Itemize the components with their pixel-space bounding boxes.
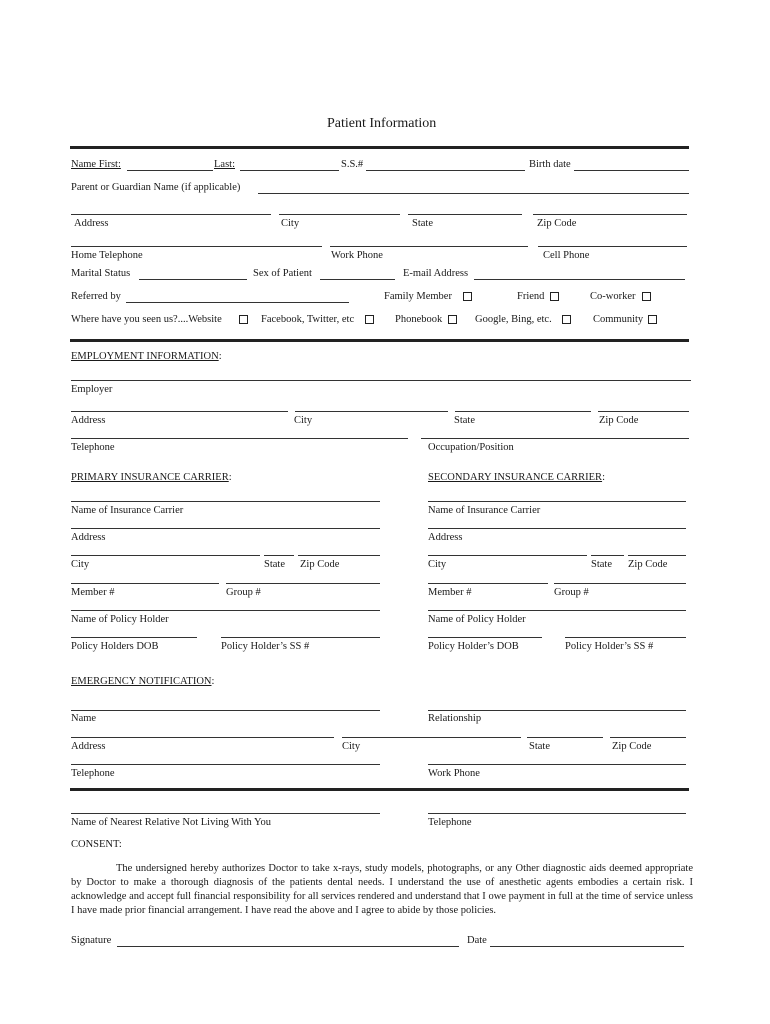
state-label: State (412, 218, 433, 229)
cell-phone-label: Cell Phone (543, 250, 590, 261)
employment-telephone-label: Telephone (71, 442, 115, 453)
consent-text: The undersigned hereby authorizes Doctor to take x-rays, study models, photographs, or any Other diagnostic aids deemed appropriate by Doctor to make a thorough diagnosis of the patients dental needs. I understand the use of anesthetic agents embodies a certain risk. I acknowledge and accept full financial responsibility for all services rendered and understand that I owe payment in full at the time of service unless I have made prior financial arrangement. I have read the above and I agree to abide by those policies. (71, 863, 693, 916)
primary-state-label: State (264, 559, 285, 570)
emergency-telephone-field[interactable] (71, 764, 380, 765)
emergency-address-field[interactable] (71, 737, 334, 738)
secondary-zip-label: Zip Code (628, 559, 668, 570)
home-telephone-label: Home Telephone (71, 250, 143, 261)
secondary-address-label: Address (428, 532, 463, 543)
primary-holder-label: Name of Policy Holder (71, 614, 169, 625)
city-label: City (281, 218, 300, 229)
primary-insurance-heading (71, 472, 232, 484)
occupation-field[interactable] (421, 438, 689, 439)
emergency-zip-label: Zip Code (612, 741, 652, 752)
email-field[interactable] (474, 279, 685, 280)
employment-city-label: City (294, 415, 313, 426)
secondary-state-field[interactable] (591, 555, 624, 556)
primary-carrier-label: Name of Insurance Carrier (71, 505, 184, 516)
emergency-name-field[interactable] (71, 710, 380, 711)
relative-telephone-field[interactable] (428, 813, 686, 814)
zip-field[interactable] (533, 214, 687, 215)
signature-field[interactable] (117, 946, 459, 947)
primary-member-label: Member # (71, 587, 115, 598)
cell-phone-field[interactable] (538, 246, 687, 247)
emergency-telephone-label: Telephone (71, 768, 115, 779)
guardian-label: Parent or Guardian Name (if applicable) (71, 182, 241, 193)
last-name-field[interactable] (240, 170, 339, 171)
colon: : (211, 676, 215, 687)
secondary-group-field[interactable] (554, 583, 686, 584)
employment-address-label: Address (71, 415, 106, 426)
relationship-label: Relationship (428, 713, 482, 724)
referred-by-label: Referred by (71, 291, 121, 302)
date-field[interactable] (490, 946, 684, 947)
colon: : (228, 472, 232, 483)
primary-ss-label: Policy Holder’s SS # (221, 641, 310, 652)
date-label: Date (467, 935, 487, 946)
secondary-city-label: City (428, 559, 447, 570)
emergency-heading (71, 676, 214, 688)
birth-date-field[interactable] (574, 170, 689, 171)
occupation-label: Occupation/Position (428, 442, 514, 453)
work-phone-label: Work Phone (331, 250, 383, 261)
family-member-label: Family Member (384, 291, 452, 302)
primary-group-field[interactable] (226, 583, 380, 584)
emergency-name-label: Name (71, 713, 97, 724)
social-checkbox[interactable] (365, 315, 374, 324)
employment-state-field[interactable] (455, 411, 591, 412)
divider (70, 146, 689, 149)
page-title: Patient Information (327, 116, 437, 131)
primary-holder-field[interactable] (71, 610, 380, 611)
secondary-carrier-field[interactable] (428, 501, 686, 502)
employment-city-field[interactable] (295, 411, 448, 412)
secondary-dob-field[interactable] (428, 637, 542, 638)
emergency-heading-text: EMERGENCY NOTIFICATION (71, 676, 212, 687)
secondary-city-field[interactable] (428, 555, 587, 556)
zip-label: Zip Code (537, 218, 577, 229)
primary-dob-field[interactable] (71, 637, 197, 638)
work-phone-field[interactable] (330, 246, 528, 247)
primary-dob-label: Policy Holders DOB (71, 641, 159, 652)
last-name-label: Last: (214, 159, 235, 170)
emergency-zip-field[interactable] (610, 737, 686, 738)
community-label: Community (593, 314, 644, 325)
community-checkbox[interactable] (648, 315, 657, 324)
emergency-work-phone-label: Work Phone (428, 768, 480, 779)
secondary-state-label: State (591, 559, 612, 570)
google-checkbox[interactable] (562, 315, 571, 324)
primary-address-label: Address (71, 532, 106, 543)
ss-field[interactable] (366, 170, 525, 171)
divider (70, 788, 689, 791)
secondary-member-field[interactable] (428, 583, 548, 584)
emergency-address-label: Address (71, 741, 106, 752)
relative-name-label: Name of Nearest Relative Not Living With You (71, 817, 272, 828)
secondary-holder-label: Name of Policy Holder (428, 614, 526, 625)
employer-label: Employer (71, 384, 113, 395)
sex-label: Sex of Patient (253, 268, 312, 279)
address-field[interactable] (71, 214, 271, 215)
coworker-checkbox[interactable] (642, 292, 651, 301)
guardian-field[interactable] (258, 193, 689, 194)
divider (70, 339, 689, 342)
emergency-city-label: City (342, 741, 361, 752)
phonebook-checkbox[interactable] (448, 315, 457, 324)
home-telephone-field[interactable] (71, 246, 322, 247)
relative-telephone-label: Telephone (428, 817, 472, 828)
family-member-checkbox[interactable] (463, 292, 472, 301)
marital-status-label: Marital Status (71, 268, 131, 279)
primary-member-field[interactable] (71, 583, 219, 584)
employment-zip-field[interactable] (598, 411, 689, 412)
primary-zip-field[interactable] (298, 555, 380, 556)
primary-city-field[interactable] (71, 555, 260, 556)
address-label: Address (74, 218, 109, 229)
where-seen-label: Where have you seen us?....Website (71, 314, 222, 325)
emergency-state-label: State (529, 741, 550, 752)
primary-state-field[interactable] (264, 555, 294, 556)
secondary-group-label: Group # (554, 587, 589, 598)
first-name-field[interactable] (127, 170, 213, 171)
secondary-zip-field[interactable] (628, 555, 686, 556)
emergency-state-field[interactable] (527, 737, 603, 738)
friend-checkbox[interactable] (550, 292, 559, 301)
secondary-ss-field[interactable] (565, 637, 686, 638)
city-field[interactable] (279, 214, 400, 215)
employment-telephone-field[interactable] (71, 438, 408, 439)
primary-carrier-field[interactable] (71, 501, 380, 502)
employment-state-label: State (454, 415, 475, 426)
secondary-carrier-label: Name of Insurance Carrier (428, 505, 541, 516)
primary-heading-text: PRIMARY INSURANCE CARRIER (71, 472, 229, 483)
relationship-field[interactable] (428, 710, 686, 711)
colon: : (602, 472, 605, 483)
birth-date-label: Birth date (529, 159, 571, 170)
marital-status-field[interactable] (139, 279, 247, 280)
friend-label: Friend (517, 291, 545, 302)
website-checkbox[interactable] (239, 315, 248, 324)
primary-ss-field[interactable] (221, 637, 380, 638)
email-label: E-mail Address (403, 268, 469, 279)
sex-field[interactable] (320, 279, 395, 280)
employment-address-field[interactable] (71, 411, 288, 412)
state-field[interactable] (408, 214, 522, 215)
google-label: Google, Bing, etc. (475, 314, 552, 325)
emergency-work-phone-field[interactable] (428, 764, 686, 765)
primary-zip-label: Zip Code (300, 559, 340, 570)
primary-address-field[interactable] (71, 528, 380, 529)
first-name-label: Name First: (71, 159, 121, 170)
secondary-holder-field[interactable] (428, 610, 686, 611)
referred-by-field[interactable] (126, 302, 349, 303)
social-label: Facebook, Twitter, etc (261, 314, 355, 325)
consent-heading: CONSENT: (71, 839, 122, 850)
employer-field[interactable] (71, 380, 691, 381)
signature-label: Signature (71, 935, 112, 946)
employment-heading-text: EMPLOYMENT INFORMATION (71, 351, 219, 362)
employment-heading (71, 351, 222, 363)
secondary-heading-text: SECONDARY INSURANCE CARRIER (428, 472, 603, 483)
relative-name-field[interactable] (71, 813, 380, 814)
coworker-label: Co-worker (590, 291, 636, 302)
employment-zip-label: Zip Code (599, 415, 639, 426)
colon: : (218, 351, 222, 362)
secondary-insurance-heading (428, 472, 605, 484)
secondary-dob-label: Policy Holder’s DOB (428, 641, 519, 652)
secondary-ss-label: Policy Holder’s SS # (565, 641, 654, 652)
primary-city-label: City (71, 559, 90, 570)
primary-group-label: Group # (226, 587, 261, 598)
secondary-address-field[interactable] (428, 528, 686, 529)
ss-label: S.S.# (341, 159, 364, 170)
phonebook-label: Phonebook (395, 314, 443, 325)
emergency-city-field[interactable] (342, 737, 521, 738)
secondary-member-label: Member # (428, 587, 472, 598)
